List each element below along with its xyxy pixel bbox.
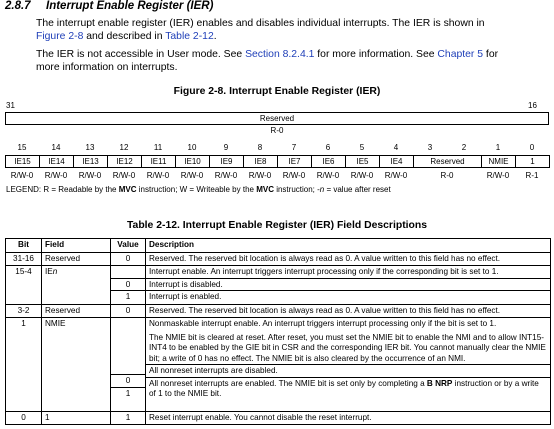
header-field: Field bbox=[42, 239, 111, 253]
table-row bbox=[6, 304, 551, 318]
row-description bbox=[146, 266, 551, 305]
desc-0: Interrupt is disabled. bbox=[146, 278, 550, 291]
row-description: Reserved. The reserved bit location is always read as 0. A value written to this field has no effect. bbox=[146, 304, 551, 318]
access-value: R/W-0 bbox=[350, 171, 374, 180]
register-field-ie5: IE5 bbox=[346, 156, 380, 168]
register-field-nmie: NMIE bbox=[482, 156, 516, 168]
legend-mvc: MVC bbox=[118, 185, 137, 194]
row-bit: 31-16 bbox=[6, 252, 42, 266]
bit-number: 7 bbox=[291, 143, 297, 152]
table-2-12-link[interactable]: Table 2-12 bbox=[165, 31, 214, 42]
register-field-reserved: Reserved bbox=[414, 156, 482, 168]
access-value: R/W-0 bbox=[112, 171, 136, 180]
reserved-upper-access: R-0 bbox=[270, 126, 284, 135]
field-ie: IE bbox=[45, 267, 53, 276]
access-value: R/W-0 bbox=[146, 171, 170, 180]
register-upper bbox=[5, 112, 549, 125]
para1-text: The interrupt enable register (IER) enables and disables individual interrupts. The IER is shown in bbox=[36, 18, 485, 29]
paragraph-ier-intro bbox=[36, 17, 551, 43]
register-field-ie12: IE12 bbox=[108, 156, 142, 168]
bit-number: 1 bbox=[495, 143, 501, 152]
register-field-ie6: IE6 bbox=[312, 156, 346, 168]
access-value: R/W-0 bbox=[78, 171, 102, 180]
access-value: R/W-0 bbox=[282, 171, 306, 180]
row-bit: 0 bbox=[6, 411, 42, 425]
table-row bbox=[6, 266, 551, 305]
bit-number: 13 bbox=[85, 143, 95, 152]
legend-text: instruction; - bbox=[273, 185, 320, 194]
row-description: Reserved. The reserved bit location is always read as 0. A value written to this field has no effect. bbox=[146, 252, 551, 266]
access-value: R/W-0 bbox=[180, 171, 204, 180]
register-field-ie10: IE10 bbox=[176, 156, 210, 168]
access-value: R/W-0 bbox=[214, 171, 238, 180]
access-value: R/W-0 bbox=[486, 171, 510, 180]
table-header bbox=[6, 239, 551, 253]
table-title: Table 2-12. Interrupt Enable Register (IER) Field Descriptions bbox=[126, 220, 428, 231]
figure-title: Figure 2-8. Interrupt Enable Register (IER) bbox=[173, 86, 381, 97]
access-value: R/W-0 bbox=[384, 171, 408, 180]
value-1: 1 bbox=[111, 290, 145, 303]
bit-number: 9 bbox=[223, 143, 229, 152]
header-value: Value bbox=[111, 239, 146, 253]
access-value: R/W-0 bbox=[316, 171, 340, 180]
legend-mvc: MVC bbox=[256, 185, 274, 194]
para2-text: The IER is not accessible in User mode. See bbox=[36, 49, 246, 60]
row-field: 1 bbox=[42, 411, 111, 425]
bit-number: 3 bbox=[427, 143, 433, 152]
value-1: 1 bbox=[111, 387, 145, 400]
table-row bbox=[6, 252, 551, 266]
access-row bbox=[5, 171, 549, 181]
row-field: Reserved bbox=[42, 304, 111, 318]
header-description: Description bbox=[146, 239, 551, 253]
value-0: 0 bbox=[111, 374, 145, 387]
row-bit: 1 bbox=[6, 318, 42, 412]
bit-number: 5 bbox=[359, 143, 365, 152]
row-description bbox=[146, 318, 551, 412]
register-field-bit0: 1 bbox=[516, 156, 550, 168]
row-description: Reset interrupt enable. You cannot disable the reset interrupt. bbox=[146, 411, 551, 425]
bit-number: 8 bbox=[257, 143, 263, 152]
desc-0: All nonreset interrupts are disabled. bbox=[146, 364, 550, 377]
table-row bbox=[6, 411, 551, 425]
desc-1-text-2: instruction or by a write of 1 to the NMIE bit. bbox=[149, 378, 539, 398]
row-value: 0 bbox=[111, 252, 146, 266]
bit-number: 15 bbox=[17, 143, 27, 152]
bit-number: 4 bbox=[393, 143, 399, 152]
row-field: Reserved bbox=[42, 252, 111, 266]
section-8-2-4-1-link[interactable]: Section 8.2.4.1 bbox=[245, 49, 315, 60]
register-field-ie14: IE14 bbox=[40, 156, 74, 168]
register-field-ie8: IE8 bbox=[244, 156, 278, 168]
reserved-upper-field: Reserved bbox=[6, 113, 549, 125]
legend-text: instruction; W = Writeable by the bbox=[136, 185, 257, 194]
register-field-ie13: IE13 bbox=[74, 156, 108, 168]
bit-number: 14 bbox=[51, 143, 61, 152]
desc-detail: The NMIE bit is cleared at reset. After reset, you must set the NMIE bit to enable the NMI and to allow INT15-INT4 to be enabled by the GIE bit in CSR and the corresponding IER bit. You cannot manually clear the NMIE bit; a write of 0 has no effect. The NMIE bit is also cleared by the occurrence of an NMI. bbox=[149, 332, 546, 363]
row-value: 1 bbox=[111, 411, 146, 425]
field-n: n bbox=[52, 267, 58, 276]
row-bit: 15-4 bbox=[6, 266, 42, 305]
register-field-ie7: IE7 bbox=[278, 156, 312, 168]
bit-number: 6 bbox=[325, 143, 331, 152]
table-row bbox=[6, 318, 551, 412]
legend-n: n bbox=[319, 185, 325, 194]
para1-text-2: and described in bbox=[83, 31, 166, 42]
row-value: 0 bbox=[111, 304, 146, 318]
para2-text-2: for more information. See bbox=[314, 49, 438, 60]
desc-1: Interrupt is enabled. bbox=[146, 290, 550, 303]
field-descriptions-table bbox=[5, 238, 551, 425]
legend-text: = value after reset bbox=[324, 185, 391, 194]
para2-text-3: for bbox=[483, 49, 499, 60]
access-value: R/W-0 bbox=[10, 171, 34, 180]
figure-legend bbox=[6, 185, 391, 194]
desc-1-instr: B NRP bbox=[426, 378, 453, 388]
bit-31-label: 31 bbox=[6, 101, 15, 110]
desc-1-text: All nonreset interrupts are enabled. The NMIE bit is set only by completing a bbox=[149, 378, 427, 388]
para2-text-4: more information on interrupts. bbox=[36, 62, 178, 73]
legend-text: LEGEND: R = Readable by the bbox=[6, 185, 119, 194]
access-value: R/W-0 bbox=[248, 171, 272, 180]
access-value: R-1 bbox=[525, 171, 539, 180]
access-value: R-0 bbox=[440, 171, 454, 180]
section-number: 2.8.7 bbox=[5, 0, 31, 12]
row-bit: 3-2 bbox=[6, 304, 42, 318]
desc-1 bbox=[146, 377, 550, 400]
desc-main: Interrupt enable. An interrupt triggers interrupt processing only if the corresponding bit is set to 1. bbox=[149, 267, 499, 276]
bit-number: 10 bbox=[187, 143, 197, 152]
row-value bbox=[111, 266, 146, 305]
bit-number: 2 bbox=[461, 143, 467, 152]
bit-number: 12 bbox=[119, 143, 129, 152]
register-field-ie11: IE11 bbox=[142, 156, 176, 168]
figure-2-8-link[interactable]: Figure 2-8 bbox=[36, 31, 84, 42]
bit-number-row bbox=[5, 143, 549, 153]
access-value: R/W-0 bbox=[44, 171, 68, 180]
row-field bbox=[42, 266, 111, 305]
register-field-ie9: IE9 bbox=[210, 156, 244, 168]
paragraph-ier-access bbox=[36, 48, 551, 74]
row-value bbox=[111, 318, 146, 412]
value-0: 0 bbox=[111, 278, 145, 291]
bit-number: 11 bbox=[153, 143, 163, 152]
section-title: Interrupt Enable Register (IER) bbox=[46, 0, 214, 12]
chapter-5-link[interactable]: Chapter 5 bbox=[437, 49, 484, 60]
header-bit: Bit bbox=[6, 239, 42, 253]
desc-main: Nonmaskable interrupt enable. An interrupt triggers interrupt processing only if the bit is set to 1. bbox=[149, 319, 497, 328]
register-field-ie4: IE4 bbox=[380, 156, 414, 168]
bit-16-label: 16 bbox=[528, 101, 537, 110]
register-lower bbox=[5, 155, 550, 168]
row-field: NMIE bbox=[42, 318, 111, 412]
register-field-ie15: IE15 bbox=[6, 156, 40, 168]
bit-number: 0 bbox=[529, 143, 535, 152]
para1-text-3: . bbox=[213, 31, 217, 42]
